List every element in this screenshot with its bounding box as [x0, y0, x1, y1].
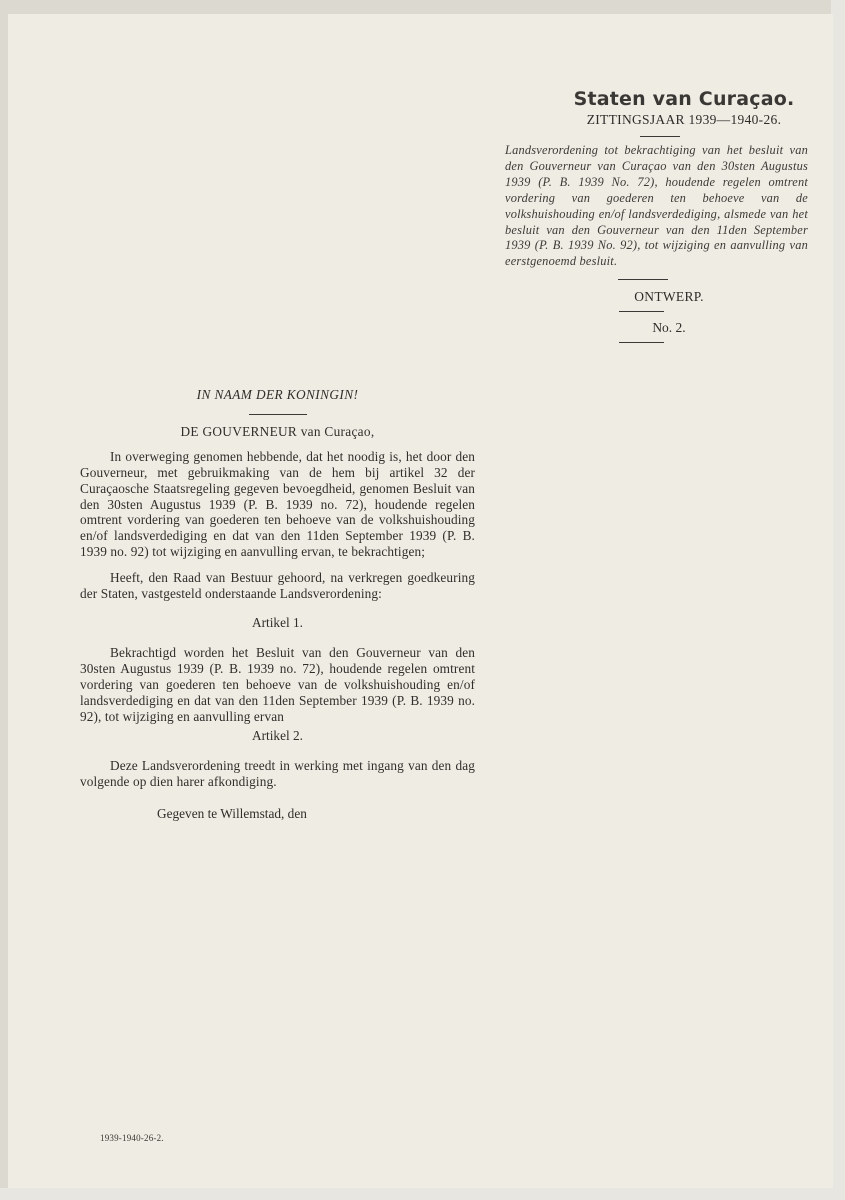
header-divider	[640, 136, 680, 137]
article-2-heading: Artikel 2.	[252, 728, 303, 744]
header-title: Staten van Curaçao.	[573, 88, 795, 110]
summary-divider	[618, 279, 668, 280]
governor-heading: DE GOUVERNEUR van Curaçao,	[180, 423, 375, 439]
draft-number: No. 2.	[652, 320, 686, 336]
session-year: ZITTINGSJAAR 1939—1940-26.	[586, 112, 782, 127]
closing-line: Gegeven te Willemstad, den	[157, 806, 307, 822]
article-2-text: Deze Landsverordening treedt in werking met ingang van den dag volgende op dien harer afkondiging.	[80, 758, 475, 790]
ordinance-summary: Landsverordening tot bekrachtiging van het besluit van den Gouverneur van Curaçao van den 30sten Augustus 1939 (P. B. 1939 No. 72), houdende regelen omtrent vordering van goederen ten behoeve van de volkshuishouding en/of landsverdediging, alsmede van het besluit van den Gouverneur van den 11den September 1939 (P. B. 1939 No. 92), tot wijziging en aanvulling van eerstgenoemd besluit.	[505, 143, 808, 269]
document-code: 1939-1940-26-2.	[100, 1133, 164, 1143]
invocation: IN NAAM DER KONINGIN!	[196, 387, 359, 402]
ordinance-body	[80, 387, 475, 822]
invocation-divider	[249, 414, 307, 415]
article-1-heading: Artikel 1.	[252, 614, 303, 630]
scan-border-right	[831, 0, 845, 1200]
article-1-text: Bekrachtigd worden het Besluit van den Gouverneur van den 30sten Augustus 1939 (P. B. 1939 no. 72), houdende regelen omtrent vordering van goederen ten behoeve van de volkshuishouding en/of landsverdediging en dat van den 11den September 1939 (P. B. 1939 no. 92), tot wijziging en aanvulling ervan	[80, 644, 475, 724]
scan-border-bottom	[0, 1188, 845, 1200]
status-divider	[619, 311, 664, 312]
document-header	[505, 88, 808, 343]
enactment-paragraph: Heeft, den Raad van Bestuur gehoord, na verkregen goedkeuring der Staten, vastgesteld onderstaande Landsverordening:	[80, 570, 475, 602]
preamble-paragraph: In overweging genomen hebbende, dat het noodig is, het door den Gouverneur, met gebruikmaking van de hem bij artikel 32 der Curaçaosche Staatsregeling gegeven bevoegdheid, genomen Besluit van den 30sten Augustus 1939 (P. B. 1939 no. 72), houdende regelen omtrent vordering van goederen ten behoeve van de volkshuishouding en/of landsverdediging en dat van den 11den September 1939 (P. B. 1939 no. 92) tot wijziging en aanvulling ervan, te bekrachtigen;	[80, 448, 475, 560]
number-divider	[619, 342, 664, 343]
draft-status: ONTWERP.	[634, 289, 704, 305]
